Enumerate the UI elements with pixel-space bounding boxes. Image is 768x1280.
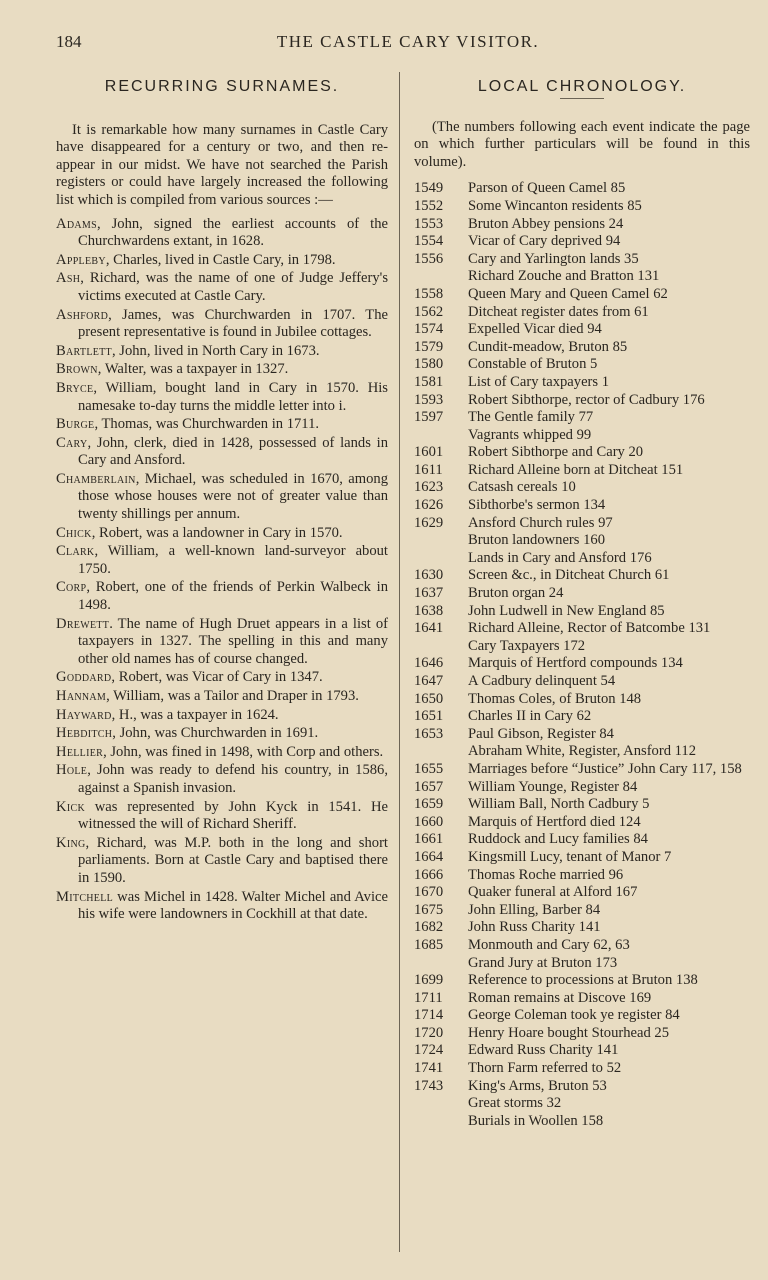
surname-entry <box>56 707 388 725</box>
chronology-row <box>414 251 750 269</box>
chronology-event: Kingsmill Lucy, tenant of Manor 7 <box>468 848 672 865</box>
surname-entry <box>56 725 388 743</box>
chronology-row <box>414 638 750 656</box>
surname-entry <box>56 579 388 614</box>
local-chronology-column <box>414 78 750 1130</box>
surname: Bartlett <box>56 342 112 359</box>
chronology-year: 1664 <box>414 848 444 865</box>
chronology-event: Quaker funeral at Alford 167 <box>468 884 638 901</box>
surname-note: , Walter, was a taxpayer in 1327. <box>97 361 289 378</box>
surname-entry <box>56 435 388 470</box>
chronology-row <box>414 233 750 251</box>
chronology-year: 1597 <box>414 409 444 426</box>
surname: Hannam <box>56 688 107 704</box>
surname-entry <box>56 380 388 415</box>
recurring-surnames-title: RECURRING SURNAMES. <box>104 78 340 95</box>
surname-note: , William, bought land in Cary in 1570. His namesake to-day turns the middle letter into i. <box>78 379 388 414</box>
surname: Hole <box>56 762 88 779</box>
chronology-year: 1581 <box>414 373 444 390</box>
chronology-year: 1562 <box>414 303 444 320</box>
chronology-event: Lands in Cary and Ansford 176 <box>468 549 652 566</box>
chronology-row <box>414 849 750 867</box>
page-header <box>56 32 740 56</box>
surname: Burge <box>56 416 95 433</box>
chronology-row <box>414 884 750 902</box>
page-number: 184 <box>56 32 82 51</box>
surname-entry <box>56 799 388 834</box>
surname-entry <box>56 616 388 669</box>
chronology-year: 1675 <box>414 901 444 918</box>
chronology-year: 1650 <box>414 690 444 707</box>
chronology-year: 1629 <box>414 514 444 531</box>
chronology-year: 1580 <box>414 356 444 373</box>
surname: Hayward <box>56 706 112 723</box>
chronology-event: Vicar of Cary deprived 94 <box>468 233 621 250</box>
surname: Clark <box>56 543 95 560</box>
chronology-year: 1626 <box>414 497 444 514</box>
chronology-event: Grand Jury at Bruton 173 <box>468 954 618 971</box>
chronology-year: 1647 <box>414 673 444 689</box>
chronology-event: Cundit-meadow, Bruton 85 <box>468 338 628 355</box>
surname-entry <box>56 252 388 270</box>
chronology-row <box>414 779 750 797</box>
surname-note: , James, was Churchwarden in 1707. The present representative is found in Jubilee cottages. <box>78 306 388 341</box>
chronology-event: Monmouth and Cary 62, 63 <box>468 936 630 953</box>
chronology-event: Abraham White, Register, Ansford 112 <box>468 743 697 760</box>
chronology-event: Marquis of Hertford died 124 <box>468 813 641 830</box>
chronology-year <box>414 550 468 568</box>
column-divider <box>399 72 400 1252</box>
chronology-event: John Ludwell in New England 85 <box>468 602 665 619</box>
chronology-row <box>414 567 750 585</box>
chronology-year: 1657 <box>414 778 444 795</box>
surname-entry <box>56 307 388 342</box>
chronology-row <box>414 603 750 621</box>
chronology-event: Henry Hoare bought Stourhead 25 <box>468 1024 670 1041</box>
chronology-event: King's Arms, Bruton 53 <box>468 1077 607 1094</box>
surname: Chamberlain <box>56 470 136 487</box>
chronology-event: William Younge, Register 84 <box>468 778 638 795</box>
chronology-year: 1743 <box>414 1077 444 1094</box>
chronology-row <box>414 216 750 234</box>
chronology-year: 1646 <box>414 655 444 672</box>
surname: Adams <box>56 215 97 232</box>
chronology-event: Ansford Church rules 97 <box>468 514 613 531</box>
surname-entry <box>56 669 388 687</box>
title-rule <box>560 98 604 99</box>
chronology-row <box>414 1060 750 1078</box>
surname-note: , William, was a Tailor and Draper in 1793. <box>106 688 359 704</box>
surname: Goddard <box>56 669 112 686</box>
surname-entry <box>56 471 388 524</box>
chronology-event: John Russ Charity 141 <box>468 919 601 936</box>
chronology-year: 1558 <box>414 285 444 302</box>
chronology-row <box>414 655 750 673</box>
chronology-event: Reference to processions at Bruton 138 <box>468 972 698 989</box>
chronology-row <box>414 673 750 691</box>
chronology-row <box>414 1113 750 1131</box>
chronology-year: 1549 <box>414 180 444 197</box>
chronology-year: 1611 <box>414 461 443 478</box>
chronology-event: Cary and Yarlington lands 35 <box>468 250 639 267</box>
surname: Drewett <box>56 615 110 632</box>
chronology-year: 1720 <box>414 1024 444 1041</box>
chronology-event: A Cadbury delinquent 54 <box>468 673 616 689</box>
surname: Hellier <box>56 743 104 760</box>
surname-note: , Michael, was scheduled in 1670, among those whose houses were not of greater value than twenty shillings per annum. <box>78 470 388 523</box>
chronology-year: 1741 <box>414 1060 444 1077</box>
chronology-row <box>414 409 750 427</box>
chronology-year <box>414 638 468 656</box>
surname-entry <box>56 688 388 706</box>
surname-entry <box>56 216 388 251</box>
chronology-row <box>414 462 750 480</box>
surname-note: . The name of Hugh Druet appears in a list of taxpayers in 1327. The spelling in this and many other old names has of course changed. <box>78 615 388 667</box>
chronology-row <box>414 356 750 374</box>
chronology-year <box>414 1095 468 1113</box>
surname-note: was represented by John Kyck in 1541. He witnessed the will of Richard Sheriff. <box>78 798 388 833</box>
chronology-row <box>414 374 750 392</box>
chronology-event: Bruton organ 24 <box>468 585 564 602</box>
chronology-row <box>414 902 750 920</box>
surname-note: , William, a well-known land-surveyor about 1750. <box>78 543 388 577</box>
surname: Cary <box>56 434 88 451</box>
chronology-row <box>414 198 750 216</box>
chronology-event: Marquis of Hertford compounds 134 <box>468 655 683 672</box>
chronology-event: Robert Sibthorpe, rector of Cadbury 176 <box>468 391 705 408</box>
chronology-event: Screen &c., in Ditcheat Church 61 <box>468 567 670 584</box>
chronology-year: 1552 <box>414 197 444 214</box>
surname-entry <box>56 835 388 888</box>
surname-note: , Thomas, was Churchwarden in 1711. <box>94 416 320 433</box>
chronology-year: 1556 <box>414 250 444 267</box>
chronology-year: 1553 <box>414 215 444 232</box>
chronology-row <box>414 585 750 603</box>
chronology-event: Thomas Coles, of Bruton 148 <box>468 690 642 707</box>
chronology-row <box>414 796 750 814</box>
chronology-row <box>414 743 750 761</box>
chronology-row <box>414 1095 750 1113</box>
chronology-event: Richard Zouche and Bratton 131 <box>468 268 660 285</box>
chronology-year <box>414 1113 468 1131</box>
chronology-row <box>414 972 750 990</box>
chronology-event: Sibthorbe's sermon 134 <box>468 497 606 514</box>
chronology-year: 1714 <box>414 1007 444 1024</box>
chronology-event: William Ball, North Cadbury 5 <box>468 796 650 813</box>
surname: Hebditch <box>56 725 113 742</box>
chronology-year: 1623 <box>414 479 444 496</box>
chronology-row <box>414 726 750 744</box>
chronology-year: 1554 <box>414 233 444 250</box>
chronology-row <box>414 1007 750 1025</box>
chronology-year: 1670 <box>414 884 444 901</box>
chronology-row <box>414 919 750 937</box>
chronology-row <box>414 515 750 533</box>
surname-note: , John, signed the earliest accounts of the Churchwardens extant, in 1628. <box>78 215 388 250</box>
surname-note: , John, was fined in 1498, with Corp and others. <box>103 743 384 760</box>
chronology-event: Thorn Farm referred to 52 <box>468 1060 622 1077</box>
chronology-row <box>414 321 750 339</box>
surname: Ashford <box>56 306 109 323</box>
surname-note: , Robert, was a landowner in Cary in 1570. <box>91 524 343 541</box>
chronology-year: 1685 <box>414 936 444 953</box>
chronology-event: Queen Mary and Queen Camel 62 <box>468 285 668 302</box>
chronology-year: 1660 <box>414 813 444 830</box>
chronology-event: Constable of Bruton 5 <box>468 356 598 373</box>
recurring-surnames-column <box>56 78 388 925</box>
chronology-row <box>414 620 750 638</box>
chronology-year: 1724 <box>414 1042 444 1059</box>
surname: Mitchell <box>56 888 114 905</box>
surname: Corp <box>56 579 87 596</box>
chronology-list <box>414 180 750 1130</box>
chronology-year: 1653 <box>414 725 444 742</box>
chronology-event: Richard Alleine, Rector of Batcombe 131 <box>468 620 711 637</box>
chronology-event: Paul Gibson, Register 84 <box>468 725 614 742</box>
chronology-year: 1579 <box>414 338 444 355</box>
chronology-event: George Coleman took ye register 84 <box>468 1007 680 1024</box>
chronology-event: Richard Alleine born at Ditcheat 151 <box>468 461 684 478</box>
surname-entry <box>56 889 388 924</box>
surname-entry <box>56 525 388 543</box>
surname-entry <box>56 361 388 379</box>
chronology-year <box>414 268 468 286</box>
chronology-event: Burials in Woollen 158 <box>468 1112 604 1129</box>
chronology-year: 1630 <box>414 567 444 584</box>
chronology-row <box>414 444 750 462</box>
chronology-year: 1574 <box>414 321 444 338</box>
chronology-event: The Gentle family 77 <box>468 409 594 426</box>
surname-entry <box>56 744 388 762</box>
chronology-row <box>414 955 750 973</box>
chronology-year: 1659 <box>414 796 444 813</box>
surname-note: , Robert, one of the friends of Perkin Walbeck in 1498. <box>78 579 388 614</box>
chronology-year <box>414 532 468 550</box>
surname-list <box>56 216 388 924</box>
chronology-year <box>414 743 468 761</box>
surname: Chick <box>56 524 92 541</box>
local-chronology-title: LOCAL CHRONOLOGY. <box>477 78 687 95</box>
chronology-year: 1641 <box>414 620 444 637</box>
chronology-event: Bruton Abbey pensions 24 <box>468 215 624 232</box>
surname-note: , Robert, was Vicar of Cary in 1347. <box>111 669 323 686</box>
chronology-row <box>414 990 750 1008</box>
surname-note: , Richard, was M.P. both in the long and short parliaments. Born at Castle Cary and baptised there in 1590. <box>78 834 388 886</box>
chronology-row <box>414 532 750 550</box>
chronology-row <box>414 1078 750 1096</box>
chronology-year <box>414 427 468 445</box>
surname-entry <box>56 762 388 797</box>
chronology-event: John Elling, Barber 84 <box>468 901 601 918</box>
chronology-event: Ditcheat register dates from 61 <box>468 303 649 320</box>
chronology-event: Vagrants whipped 99 <box>468 426 592 443</box>
chronology-row <box>414 180 750 198</box>
surname-note: , Richard, was the name of one of Judge Jeffery's victims executed at Castle Cary. <box>78 270 388 304</box>
surname-note: , John, lived in North Cary in 1673. <box>111 342 320 359</box>
surname-entry <box>56 270 388 305</box>
chronology-year: 1661 <box>414 831 444 848</box>
chronology-row <box>414 937 750 955</box>
surname-entry <box>56 416 388 434</box>
chronology-row <box>414 831 750 849</box>
chronology-event: Bruton landowners 160 <box>468 532 606 549</box>
chronology-row <box>414 814 750 832</box>
chronology-event: Cary Taxpayers 172 <box>468 637 586 654</box>
chronology-event: Charles II in Cary 62 <box>468 708 592 725</box>
surnames-intro: It is remarkable how many surnames in Castle Cary have disappeared for a century or two, and then re-appear in our midst. We have not searched the Parish registers or could have largely increased the following list which is compiled from various sources :— <box>56 121 388 208</box>
chronology-year: 1593 <box>414 391 444 408</box>
chronology-event: Expelled Vicar died 94 <box>468 321 602 338</box>
surname-entry <box>56 343 388 361</box>
chronology-event: Edward Russ Charity 141 <box>468 1042 619 1059</box>
chronology-year: 1699 <box>414 972 444 989</box>
chronology-event: Thomas Roche married 96 <box>468 866 624 883</box>
surname-note: was Michel in 1428. Walter Michel and Avice his wife were landowners in Cockhill at that date. <box>78 888 388 923</box>
chronology-row <box>414 392 750 410</box>
chronology-event: Some Wincanton residents 85 <box>468 197 642 214</box>
chronology-year: 1655 <box>414 760 444 777</box>
chronology-row <box>414 691 750 709</box>
chronology-event: Roman remains at Discove 169 <box>468 989 652 1006</box>
surname-entry <box>56 543 388 578</box>
chronology-row <box>414 497 750 515</box>
surname: King <box>56 834 86 851</box>
chronology-intro: (The numbers following each event indicate the page on which further particulars will be found in this volume). <box>414 118 750 170</box>
surname: Kick <box>56 798 85 815</box>
surname-note: , Charles, lived in Castle Cary, in 1798. <box>105 251 336 268</box>
chronology-event: Great storms 32 <box>468 1095 562 1112</box>
chronology-event: Robert Sibthorpe and Cary 20 <box>468 444 644 461</box>
surname-note: , H., was a taxpayer in 1624. <box>111 706 279 723</box>
chronology-row <box>414 286 750 304</box>
chronology-row <box>414 708 750 726</box>
surname-note: , John, was Churchwarden in 1691. <box>112 725 319 742</box>
chronology-row <box>414 1042 750 1060</box>
chronology-row <box>414 479 750 497</box>
chronology-event: List of Cary taxpayers 1 <box>468 373 610 390</box>
chronology-year: 1637 <box>414 585 444 602</box>
chronology-event: Marriages before “Justice” John Cary 117, 158 <box>468 760 742 777</box>
chronology-row <box>414 761 750 779</box>
chronology-event: Catsash cereals 10 <box>468 479 576 496</box>
chronology-row <box>414 268 750 286</box>
chronology-row <box>414 550 750 568</box>
chronology-year: 1666 <box>414 866 444 883</box>
surname-note: , John, clerk, died in 1428, possessed of lands in Cary and Ansford. <box>78 434 388 469</box>
surname: Brown <box>56 361 98 378</box>
chronology-row <box>414 867 750 885</box>
running-title: THE CASTLE CARY VISITOR. <box>276 32 540 51</box>
chronology-year: 1711 <box>414 989 443 1006</box>
surname: Bryce <box>56 379 94 396</box>
chronology-year: 1651 <box>414 708 444 725</box>
chronology-year <box>414 955 468 973</box>
chronology-row <box>414 339 750 357</box>
chronology-year: 1682 <box>414 919 444 936</box>
chronology-event: Ruddock and Lucy families 84 <box>468 831 648 848</box>
surname-note: , John was ready to defend his country, in 1586, against a Spanish invasion. <box>78 762 388 796</box>
chronology-year: 1638 <box>414 602 444 619</box>
chronology-row <box>414 427 750 445</box>
surname: Appleby <box>56 251 106 268</box>
chronology-row <box>414 304 750 322</box>
surname: Ash <box>56 270 81 287</box>
chronology-year: 1601 <box>414 444 444 461</box>
chronology-event: Parson of Queen Camel 85 <box>468 180 626 197</box>
chronology-row <box>414 1025 750 1043</box>
